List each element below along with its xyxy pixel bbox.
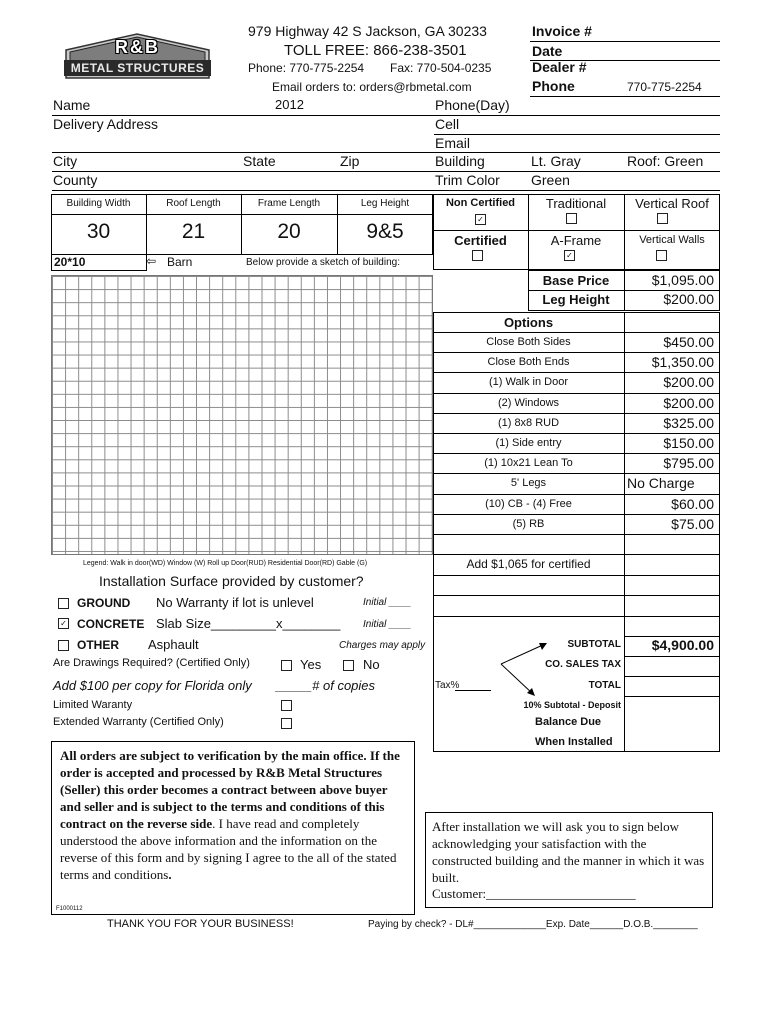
company-logo xyxy=(60,30,215,80)
subtotal-value: $4,900.00 xyxy=(651,637,714,653)
value-frame-length: 20 xyxy=(277,220,301,243)
roof-color: Roof: Green xyxy=(627,153,704,169)
drawings-yes-checkbox[interactable] xyxy=(281,660,292,671)
option-price: $325.00 xyxy=(663,414,714,431)
phone-day-label: Phone(Day) xyxy=(435,97,510,113)
deposit-label: 10% Subtotal - Deposit xyxy=(523,700,621,710)
option-row-divider xyxy=(433,534,720,535)
delivery-address-label: Delivery Address xyxy=(53,116,159,132)
form-code: F1000112 xyxy=(56,906,83,912)
option-label: (10) CB - (4) Free xyxy=(485,497,572,510)
concrete-label: CONCRETE xyxy=(77,617,145,631)
trim-color: Green xyxy=(531,172,570,188)
terms-end-period: . xyxy=(168,867,172,882)
state-label: State xyxy=(243,153,276,169)
total-label: TOTAL xyxy=(588,680,621,691)
other-checkbox[interactable] xyxy=(58,640,69,651)
option-label: (1) 10x21 Lean To xyxy=(484,457,573,470)
phone-label: Phone xyxy=(532,78,575,94)
option-label: (1) Side entry xyxy=(495,437,562,449)
header-frame-length: Frame Length xyxy=(257,198,321,209)
option-row-divider xyxy=(433,433,720,434)
ground-initial: Initial ____ xyxy=(363,597,412,608)
name-label: Name xyxy=(53,97,91,113)
thank-you: THANK YOU FOR YOUR BUSINESS! xyxy=(107,918,294,930)
option-price: $200.00 xyxy=(663,374,714,391)
drawings-question: Are Drawings Required? (Certified Only) xyxy=(53,657,250,669)
non-certified-label: Non Certified xyxy=(445,197,516,209)
other-label: OTHER xyxy=(77,638,119,652)
option-row-divider xyxy=(433,473,720,474)
ground-note: No Warranty if lot is unlevel xyxy=(156,595,314,610)
drawings-no-label: No xyxy=(363,657,380,672)
traditional-checkbox[interactable] xyxy=(566,213,577,224)
company-address: 979 Highway 42 S Jackson, GA 30233 xyxy=(248,23,487,39)
terms-normal: I have read and completely understood the above information and the information on the reverse of this form and by signing I agree to the all of the stated terms and conditions xyxy=(60,816,397,882)
option-label: (1) Walk in Door xyxy=(488,376,569,389)
certified-label: Certified xyxy=(454,233,507,248)
option-row-divider xyxy=(433,514,720,515)
vertical-roof-label: Vertical Roof xyxy=(635,196,709,211)
header-building-width: Building Width xyxy=(66,198,131,209)
option-row-divider xyxy=(433,372,720,373)
option-label: 5' Legs xyxy=(510,477,547,490)
company-email: Email orders to: orders@rbmetal.com xyxy=(272,80,472,94)
sketch-grid[interactable] xyxy=(51,275,433,555)
drawings-yes-label: Yes xyxy=(300,657,322,672)
extended-warranty-label: Extended Warranty (Certified Only) xyxy=(53,716,224,728)
option-price: $450.00 xyxy=(663,334,714,350)
logo-text-metal: METAL STRUCTURES xyxy=(70,61,205,75)
a-frame-label: A-Frame xyxy=(550,233,602,248)
tax-percent-label: Tax% xyxy=(435,680,460,691)
city-label: City xyxy=(53,153,78,169)
building-label: Building xyxy=(435,153,485,169)
concrete-checkbox[interactable]: ✓ xyxy=(58,618,69,629)
option-price: $200.00 xyxy=(663,394,714,411)
option-label: (5) RB xyxy=(512,517,545,530)
company-phone: Phone: 770-775-2254 xyxy=(248,61,365,75)
option-row-divider xyxy=(433,494,720,495)
value-leg-height: 9&5 xyxy=(366,220,404,243)
date-label: Date xyxy=(532,43,563,59)
ground-checkbox[interactable] xyxy=(58,598,69,609)
sketch-label: Below provide a sketch of building: xyxy=(246,257,400,268)
options-label: Options xyxy=(503,315,554,330)
sales-tax-label: CO. SALES TAX xyxy=(545,659,621,670)
leg-height-label: Leg Height xyxy=(542,292,610,307)
pricing-row-divider xyxy=(624,676,720,677)
option-row-divider xyxy=(433,453,720,454)
after-install-text: After installation we will ask you to sign below acknowledging your satisfaction with the constructed building and the manner in which it was built. xyxy=(432,819,705,885)
year: 2012 xyxy=(275,97,304,112)
drawings-no-checkbox[interactable] xyxy=(343,660,354,671)
option-row-divider xyxy=(433,413,720,414)
trim-color-label: Trim Color xyxy=(435,172,500,188)
pricing-row-divider xyxy=(433,595,720,596)
vertical-walls-label: Vertical Walls xyxy=(639,234,705,246)
extended-warranty-checkbox[interactable] xyxy=(281,718,292,729)
tax-arrows xyxy=(495,638,555,700)
option-label: (1) 8x8 RUD xyxy=(497,416,560,429)
option-row-divider xyxy=(433,352,720,353)
barn-label: Barn xyxy=(167,255,193,269)
concrete-initial: Initial ____ xyxy=(363,619,412,630)
invoice-label: Invoice # xyxy=(532,23,592,39)
subtotal-label: SUBTOTAL xyxy=(567,639,621,650)
limited-warranty-label: Limited Waranty xyxy=(53,699,133,711)
building-color: Lt. Gray xyxy=(531,153,581,169)
value-roof-length: 21 xyxy=(181,220,206,243)
zip-label: Zip xyxy=(340,153,360,169)
pricing-row-divider xyxy=(624,696,720,697)
option-price: $75.00 xyxy=(671,515,714,532)
email-label: Email xyxy=(435,135,471,151)
a-frame-checkbox[interactable]: ✓ xyxy=(564,250,575,261)
non-certified-checkbox[interactable]: ✓ xyxy=(475,214,486,225)
dealer-label: Dealer # xyxy=(532,59,587,75)
terms-period: . xyxy=(212,816,216,831)
pricing-row-divider xyxy=(433,616,720,617)
when-installed-label: When Installed xyxy=(535,736,613,748)
option-price: $60.00 xyxy=(671,495,714,512)
certified-note: Add $1,065 for certified xyxy=(466,557,591,571)
vertical-walls-checkbox[interactable] xyxy=(656,250,667,261)
terms-text xyxy=(60,747,410,883)
florida-note: Add $100 per copy for Florida only xyxy=(53,678,252,693)
base-price-label: Base Price xyxy=(542,273,610,288)
pricing-row-divider xyxy=(624,656,720,657)
option-price: $795.00 xyxy=(663,455,714,472)
lean-to-size: 20*10 xyxy=(54,255,86,269)
base-price-value: $1,095.00 xyxy=(651,272,714,288)
terms-bold: All orders are subject to verification by the main office. If the order is accepted and processed by R&B Metal Structures (Seller) this order becomes a contract between above buyer and seller and is subject to the terms and conditions of this contract on the reverse side xyxy=(60,748,400,831)
slab-size: Slab Size_________x________ xyxy=(156,616,341,631)
value-building-width: 30 xyxy=(86,220,111,243)
asphault-label: Asphault xyxy=(148,637,199,652)
certified-checkbox[interactable] xyxy=(472,250,483,261)
option-row-divider xyxy=(433,393,720,394)
customer-signature[interactable]: Customer:_______________________ xyxy=(432,886,636,901)
option-price: $150.00 xyxy=(663,435,714,451)
pricing-row-divider xyxy=(433,575,720,576)
logo-text-rb: R&B xyxy=(115,37,160,57)
vertical-roof-checkbox[interactable] xyxy=(657,213,668,224)
installation-title: Installation Surface provided by customer? xyxy=(99,573,364,589)
charges-note: Charges may apply xyxy=(339,640,426,651)
option-price: $1,350.00 xyxy=(651,354,714,371)
limited-warranty-checkbox[interactable] xyxy=(281,700,292,711)
barn-arrow-icon: ⇦ xyxy=(146,254,157,268)
ground-label: GROUND xyxy=(77,596,131,610)
header-leg-height: Leg Height xyxy=(360,198,410,209)
county-label: County xyxy=(53,172,98,188)
copies-field[interactable]: _____# of copies xyxy=(276,678,376,693)
pricing-row-divider xyxy=(433,554,720,555)
company-fax: Fax: 770-504-0235 xyxy=(390,61,492,75)
option-label: Close Both Ends xyxy=(487,356,570,369)
sketch-legend: Legend: Walk in door(WD) Window (W) Roll up Door(RUD) Residential Door(RD) Gable (G) xyxy=(83,560,368,567)
option-label: Close Both Sides xyxy=(486,336,571,348)
phone-value: 770-775-2254 xyxy=(627,80,702,94)
traditional-label: Traditional xyxy=(545,196,607,211)
leg-height-value: $200.00 xyxy=(663,291,714,307)
toll-free: TOLL FREE: 866-238-3501 xyxy=(284,42,467,59)
phone-line xyxy=(530,96,720,97)
balance-due-label: Balance Due xyxy=(535,716,602,728)
invoice-line xyxy=(530,41,720,42)
check-note: Paying by check? - DL#_____________Exp. Date______D.O.B.________ xyxy=(368,919,698,930)
option-label: (2) Windows xyxy=(497,396,560,409)
header-roof-length: Roof Length xyxy=(166,198,221,209)
cell-label: Cell xyxy=(435,116,460,132)
option-price: No Charge xyxy=(627,475,695,492)
